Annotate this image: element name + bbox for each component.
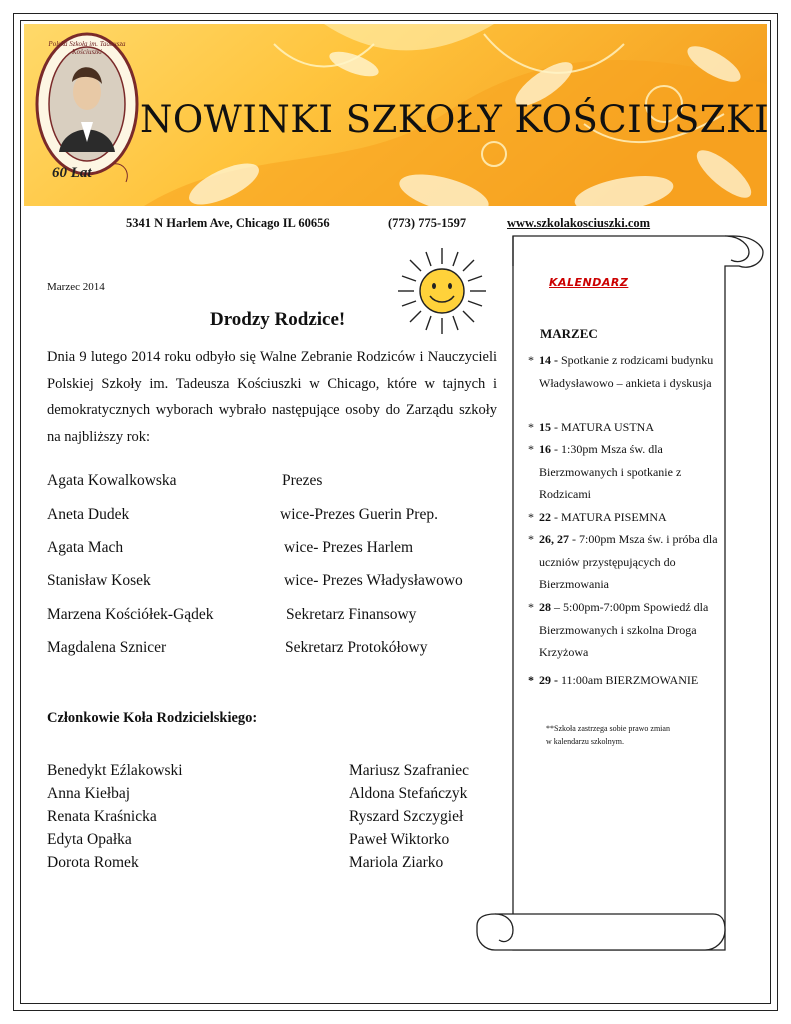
board-member-role: wice- Prezes Władysławowo	[284, 572, 463, 589]
board-row	[47, 572, 463, 590]
board-row	[47, 472, 323, 490]
calendar-event: * 29 - 11:00am BIERZMOWANIE	[528, 673, 699, 687]
board-member-role: wice-Prezes Guerin Prep.	[280, 506, 438, 523]
board-member-name: Marzena Kościółek-Gądek	[47, 606, 214, 623]
intro-paragraph: Dnia 9 lutego 2014 roku odbyło się Walne Zebranie Rodziców i Nauczycieli Polskiej Szkoły im. Tadeusza Kościuszki w Chicago, które w tajnych i demokratycznych wyborach wybrało następujące osoby do Zarządu szkoły na najbliższy rok:	[47, 349, 497, 445]
board-member-name: Agata Kowalkowska	[47, 472, 177, 489]
greeting-heading: Drodzy Rodzice!	[210, 309, 346, 330]
member-left: Benedykt Eźlakowski	[47, 762, 183, 779]
calendar-note: **Szkoła zastrzega sobie prawo zmian w kalendarzu szkolnym.	[546, 724, 670, 746]
calendar-event: * 16 - 1:30pm Msza św. dla Bierzmowanych i spotkanie z Rodzicami	[528, 442, 682, 501]
calendar-event: * 14 - Spotkanie z rodzicami budynku Władysławowo – ankieta i dyskusja	[528, 353, 714, 390]
member-right: Mariusz Szafraniec	[349, 762, 470, 779]
board-member-name: Aneta Dudek	[47, 506, 130, 523]
newsletter-title: NOWINKI SZKOŁY KOŚCIUSZKI	[140, 98, 770, 141]
board-row	[47, 639, 428, 657]
member-left: Dorota Romek	[47, 854, 139, 871]
school-phone: (773) 775-1597	[388, 216, 467, 230]
board-row	[47, 606, 417, 624]
letter-date: Marzec 2014	[47, 281, 105, 293]
board-member-role: Prezes	[282, 472, 323, 489]
board-member-name: Magdalena Sznicer	[47, 639, 167, 656]
board-member-role: Sekretarz Finansowy	[286, 606, 417, 623]
school-address: 5341 N Harlem Ave, Chicago IL 60656	[126, 216, 330, 230]
school-website-link[interactable]: www.szkolakosciuszki.com	[507, 216, 651, 230]
board-row	[47, 506, 438, 524]
board-member-role: wice- Prezes Harlem	[284, 539, 414, 556]
logo-years: 60 Lat	[52, 165, 92, 181]
calendar-title: KALENDARZ	[549, 276, 629, 289]
board-member-name: Agata Mach	[47, 539, 124, 556]
member-left: Edyta Opałka	[47, 831, 132, 848]
member-left: Renata Kraśnicka	[47, 808, 157, 825]
member-right: Aldona Stefańczyk	[349, 785, 468, 802]
member-right: Paweł Wiktorko	[349, 831, 450, 848]
calendar-event: * 26, 27 - 7:00pm Msza św. i próba dla uczniów przystępujących do Bierzmowania	[528, 532, 718, 591]
calendar-event: * 22 - MATURA PISEMNA	[528, 510, 667, 524]
board-row	[47, 539, 414, 557]
calendar-month: MARZEC	[540, 326, 598, 341]
calendar-event: * 15 - MATURA USTNA	[528, 420, 655, 434]
calendar-event: * 28 – 5:00pm-7:00pm Spowiedź dla Bierzmowanych i szkolna Droga Krzyżowa	[528, 600, 709, 659]
member-left: Anna Kiełbaj	[47, 785, 131, 802]
member-right: Ryszard Szczygieł	[349, 808, 464, 825]
members-heading: Członkowie Koła Rodzicielskiego:	[47, 710, 258, 726]
board-member-role: Sekretarz Protokółowy	[285, 639, 428, 656]
member-right: Mariola Ziarko	[349, 854, 444, 871]
logo-text: Polska Szkoła im. Tadeusza Kościuszki	[48, 40, 126, 56]
board-member-name: Stanisław Kosek	[47, 572, 151, 589]
